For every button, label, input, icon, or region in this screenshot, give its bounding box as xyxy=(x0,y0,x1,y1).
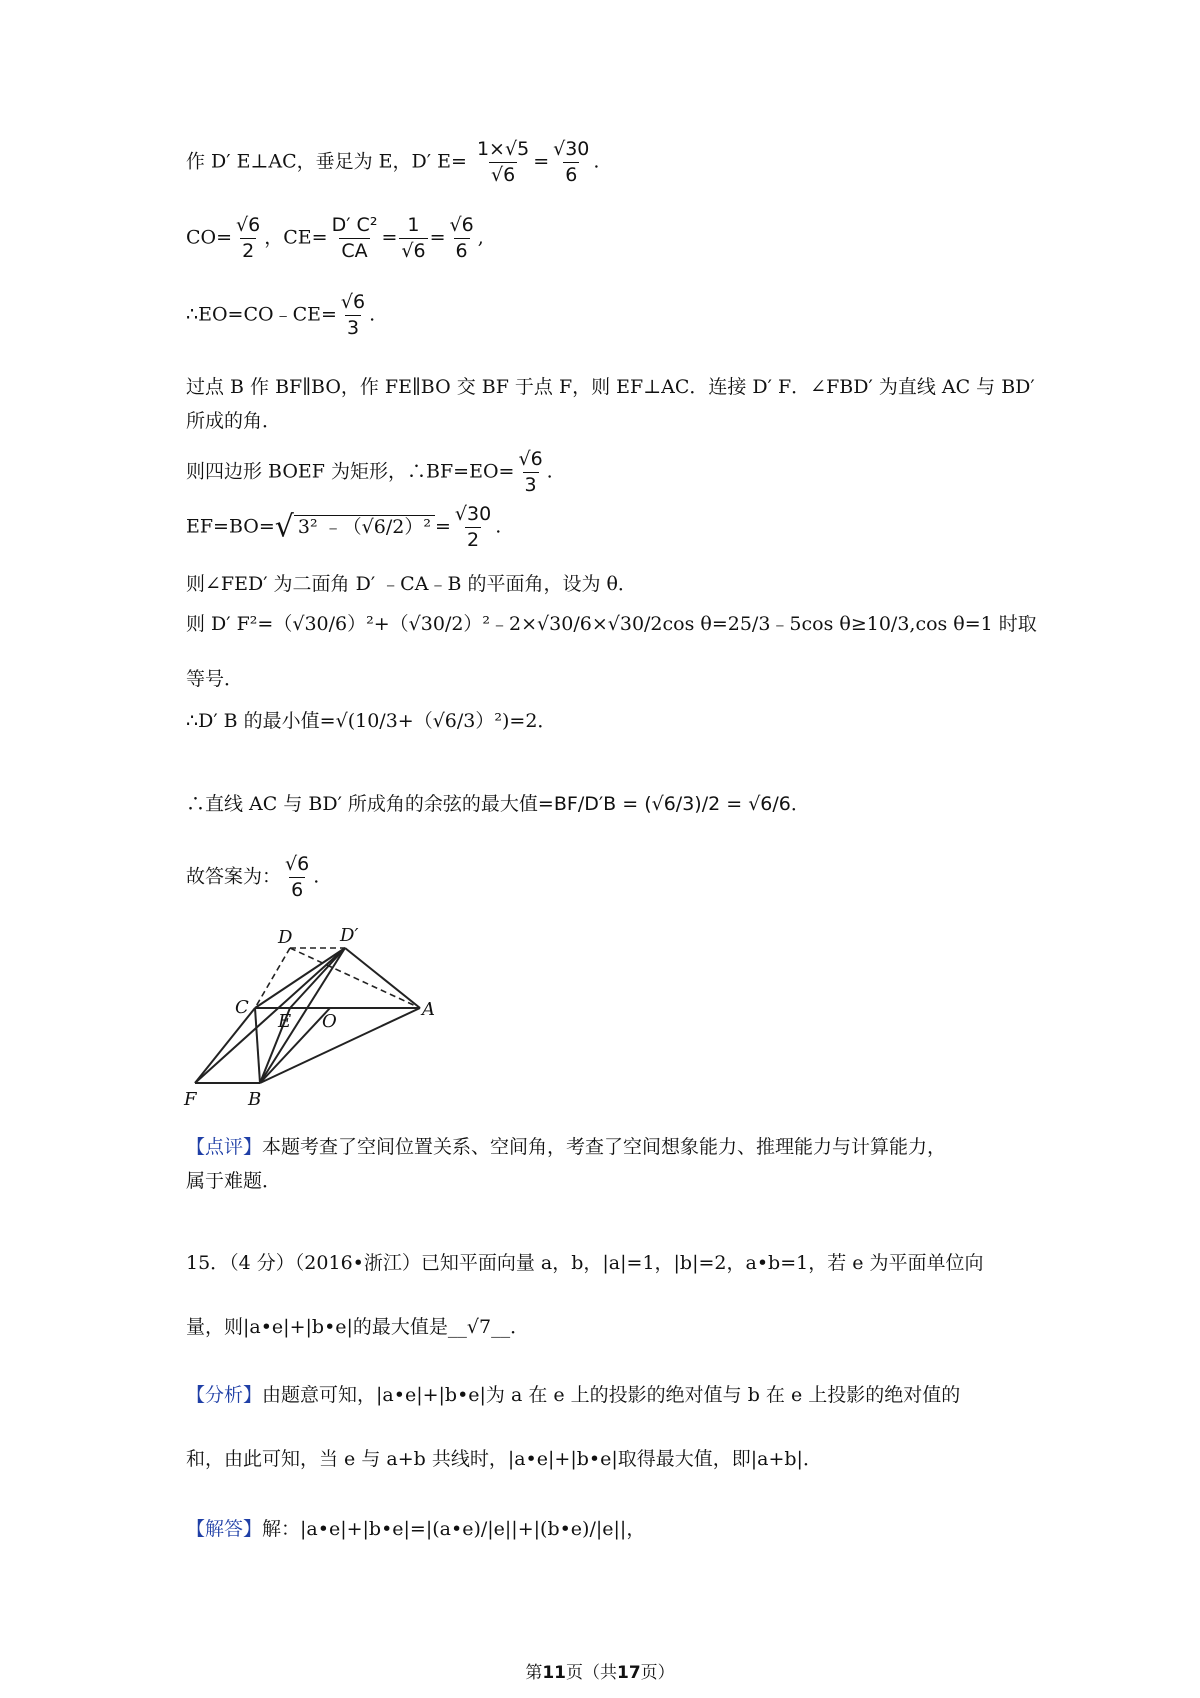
solution-tag: 【解答】 xyxy=(186,1518,263,1540)
label-o: O xyxy=(322,1011,337,1032)
comment-line-2: 属于难题． xyxy=(186,1170,282,1192)
page-number: 11 xyxy=(542,1663,566,1683)
line-cb xyxy=(255,1008,260,1083)
answer-line: 故答案为： $\frac{√6}{6}$ . xyxy=(186,853,320,901)
label-d: D xyxy=(278,927,293,948)
comment-line-1: 【点评】本题考查了空间位置关系、空间角，考查了空间想象能力、推理能力与计算能力， xyxy=(186,1136,947,1158)
question-15-line-1: 15．（4 分）（2016•浙江）已知平面向量 a，b，|a|=1，|b|=2，a•b=1，若 e 为平面单位向 xyxy=(186,1252,984,1274)
fraction: $\frac{√6}{2}$ xyxy=(236,214,261,262)
fraction: $\frac{√6}{3}$ xyxy=(340,291,366,339)
derivation-line-1: 作 D′ E⊥AC，垂足为 E，D′ E= $\frac{1\times√5}{√6}$ = $\frac{√30}{6}$ . xyxy=(186,138,600,186)
analysis-line-2: 和，由此可知，当 e 与 a+b 共线时，|a•e|+|b•e|取得最大值，即|a+b|． xyxy=(186,1448,822,1470)
label-f: F xyxy=(184,1089,197,1110)
fraction: $\frac{√6}{6}$ xyxy=(449,214,474,262)
derivation-line-4: 过点 B 作 BF∥BO，作 FE∥BO 交 BF 于点 F，则 EF⊥AC．连接 D′ F．∠FBD′ 为直线 AC 与 BD′ xyxy=(186,376,1035,398)
fraction: $\frac{√30}{2}$ xyxy=(454,503,492,551)
derivation-line-9: 则 D′ F²=（√30/6）²+（√30/2）²﹣2×√30/6×√30/2cos θ=25/3﹣5cos θ≥10/3,cos θ=1 时取 xyxy=(186,613,1037,635)
geometry-figure xyxy=(180,915,440,1110)
derivation-line-7: EF=BO=√ 3² ﹣（√6/2）² = $\frac{√30}{2}$ . xyxy=(186,503,502,551)
fraction: $\frac{1}{√6}$ xyxy=(401,214,426,262)
derivation-line-11: ∴D′ B 的最小值=√(10/3+（√6/3）²)=2． xyxy=(186,710,557,732)
comment-tag: 【点评】 xyxy=(186,1136,263,1158)
question-15-line-2: 量，则|a•e|+|b•e|的最大值是__√7__． xyxy=(186,1316,530,1338)
derivation-line-3: ∴EO=CO﹣CE= $\frac{√6}{3}$ . xyxy=(186,291,376,339)
line-d'c xyxy=(255,948,345,1008)
fraction: $\frac{√6}{6}$ xyxy=(285,853,310,901)
fraction: $\frac{√6}{3}$ xyxy=(518,448,543,496)
label-e: E xyxy=(278,1011,292,1032)
derivation-line-6: 则四边形 BOEF 为矩形，∴BF=EO= $\frac{√6}{3}$ . xyxy=(186,448,553,496)
derivation-line-5: 所成的角． xyxy=(186,410,282,432)
derivation-line-8: 则∠FED′ 为二面角 D′ ﹣CA﹣B 的平面角，设为 θ． xyxy=(186,573,637,595)
fraction: $\frac{√30}{6}$ xyxy=(553,138,590,186)
radicand: 3² ﹣（√6/2）² xyxy=(294,515,435,538)
solution-line: 【解答】解：|a•e|+|b•e|=|(a•e)/|e||+|(b•e)/|e||， xyxy=(186,1518,646,1540)
line-bo xyxy=(260,1008,330,1083)
analysis-tag: 【分析】 xyxy=(186,1384,263,1406)
line-fc xyxy=(195,1008,255,1083)
label-c: C xyxy=(235,997,249,1018)
fraction: $\frac{\text{D′ C²}}{CA}$ xyxy=(331,214,378,262)
dashed-dc xyxy=(255,948,290,1008)
text: 作 D′ E⊥AC，垂足为 E，D′ E= xyxy=(186,150,467,173)
label-a: A xyxy=(422,999,435,1020)
total-pages: 17 xyxy=(617,1663,641,1683)
derivation-line-12: ∴直线 AC 与 BD′ 所成角的余弦的最大值=BF/D′B = (√6/3)/2 = √6/6． xyxy=(186,793,810,815)
page-footer: 第11页（共17页） xyxy=(525,1663,675,1683)
fraction: $\frac{1\times√5}{√6}$ xyxy=(476,138,530,186)
label-b: B xyxy=(248,1089,262,1110)
derivation-line-10: 等号． xyxy=(186,668,244,690)
analysis-line-1: 【分析】由题意可知，|a•e|+|b•e|为 a 在 e 上的投影的绝对值与 b 在 e 上投影的绝对值的 xyxy=(186,1384,961,1406)
derivation-line-2: CO= $\frac{√6}{2}$ ，CE= $\frac{\text{D′ C²}}{CA}$ = $\frac{1}{√6}$ = $\frac{√6}{6}$ , xyxy=(186,214,484,262)
label-d-prime: D′ xyxy=(340,925,359,946)
